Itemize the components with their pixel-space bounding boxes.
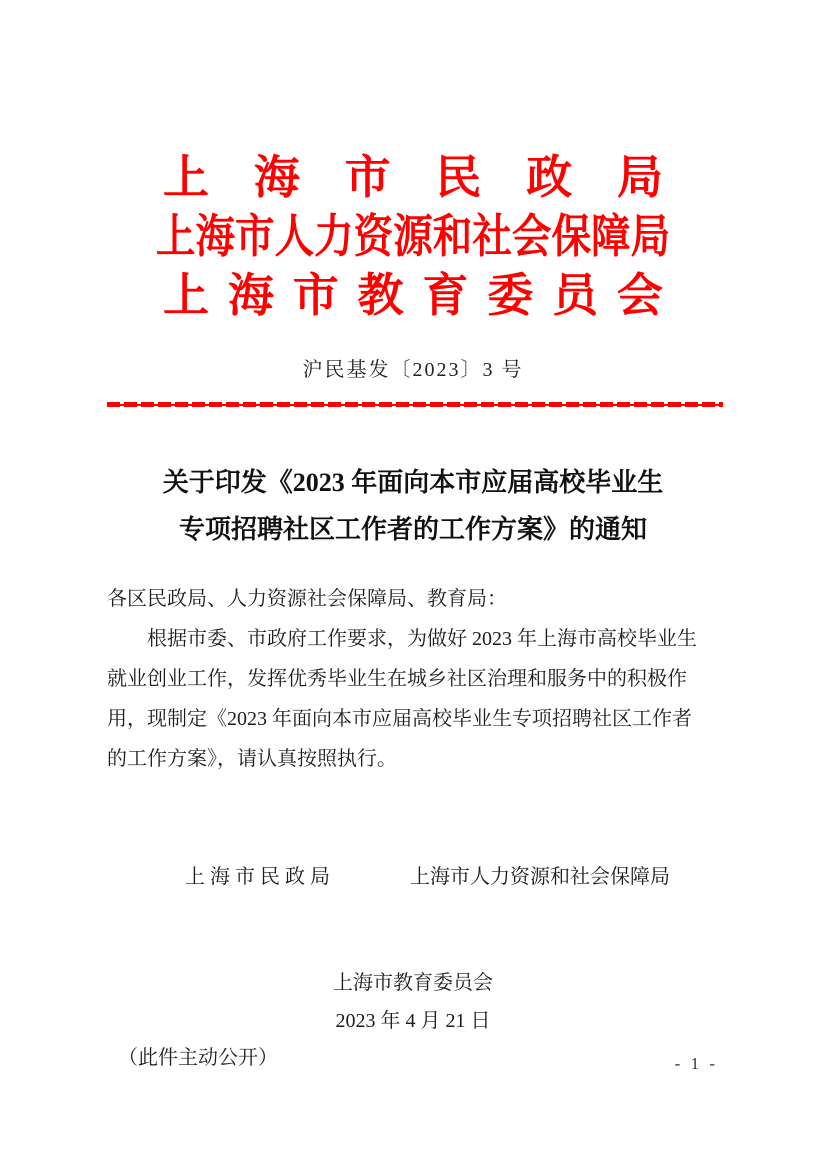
title-line-2: 专项招聘社区工作者的工作方案》的通知 xyxy=(178,515,647,544)
doc-number: 沪民基发〔2023〕3 号 xyxy=(302,359,524,381)
title-line-1: 关于印发《2023 年面向本市应届高校毕业生 xyxy=(162,468,664,497)
letterhead xyxy=(0,0,826,325)
issuer-line-hrss: 上海市人力资源和社会保障局 xyxy=(155,211,671,262)
body-paragraph-line: 用，现制定《2023 年面向本市应届高校毕业生专项招聘社区工作者 xyxy=(107,708,692,730)
red-separator-line xyxy=(107,402,723,407)
signature-education-commission: 上海市教育委员会 xyxy=(333,972,493,994)
signature-civil-affairs-bureau: 上 海 市 民 政 局 xyxy=(185,866,330,888)
disclosure-note: （此件主动公开） xyxy=(118,1047,278,1069)
body-paragraph-line: 的工作方案》，请认真按照执行。 xyxy=(107,748,397,770)
issuer-line-education: 上 海 市 教 育 委 员 会 xyxy=(163,270,663,321)
signature-hrss-bureau: 上海市人力资源和社会保障局 xyxy=(410,866,670,888)
salutation: 各区民政局、人力资源社会保障局、教育局： xyxy=(107,588,507,610)
document-body xyxy=(0,579,826,779)
document-title xyxy=(0,459,826,553)
page-number: - 1 - xyxy=(674,1054,718,1073)
body-paragraph-line: 根据市委、市政府工作要求，为做好 2023 年上海市高校毕业生 xyxy=(147,628,697,650)
issuer-line-hrss-wrap xyxy=(0,207,826,266)
signature-row xyxy=(0,863,826,891)
signature-date: 2023 年 4 月 21 日 xyxy=(335,1010,491,1032)
issuer-line-civil-affairs: 上 海 市 民 政 局 xyxy=(163,152,663,203)
body-paragraph-line: 就业创业工作，发挥优秀毕业生在城乡社区治理和服务中的积极作 xyxy=(107,668,687,690)
